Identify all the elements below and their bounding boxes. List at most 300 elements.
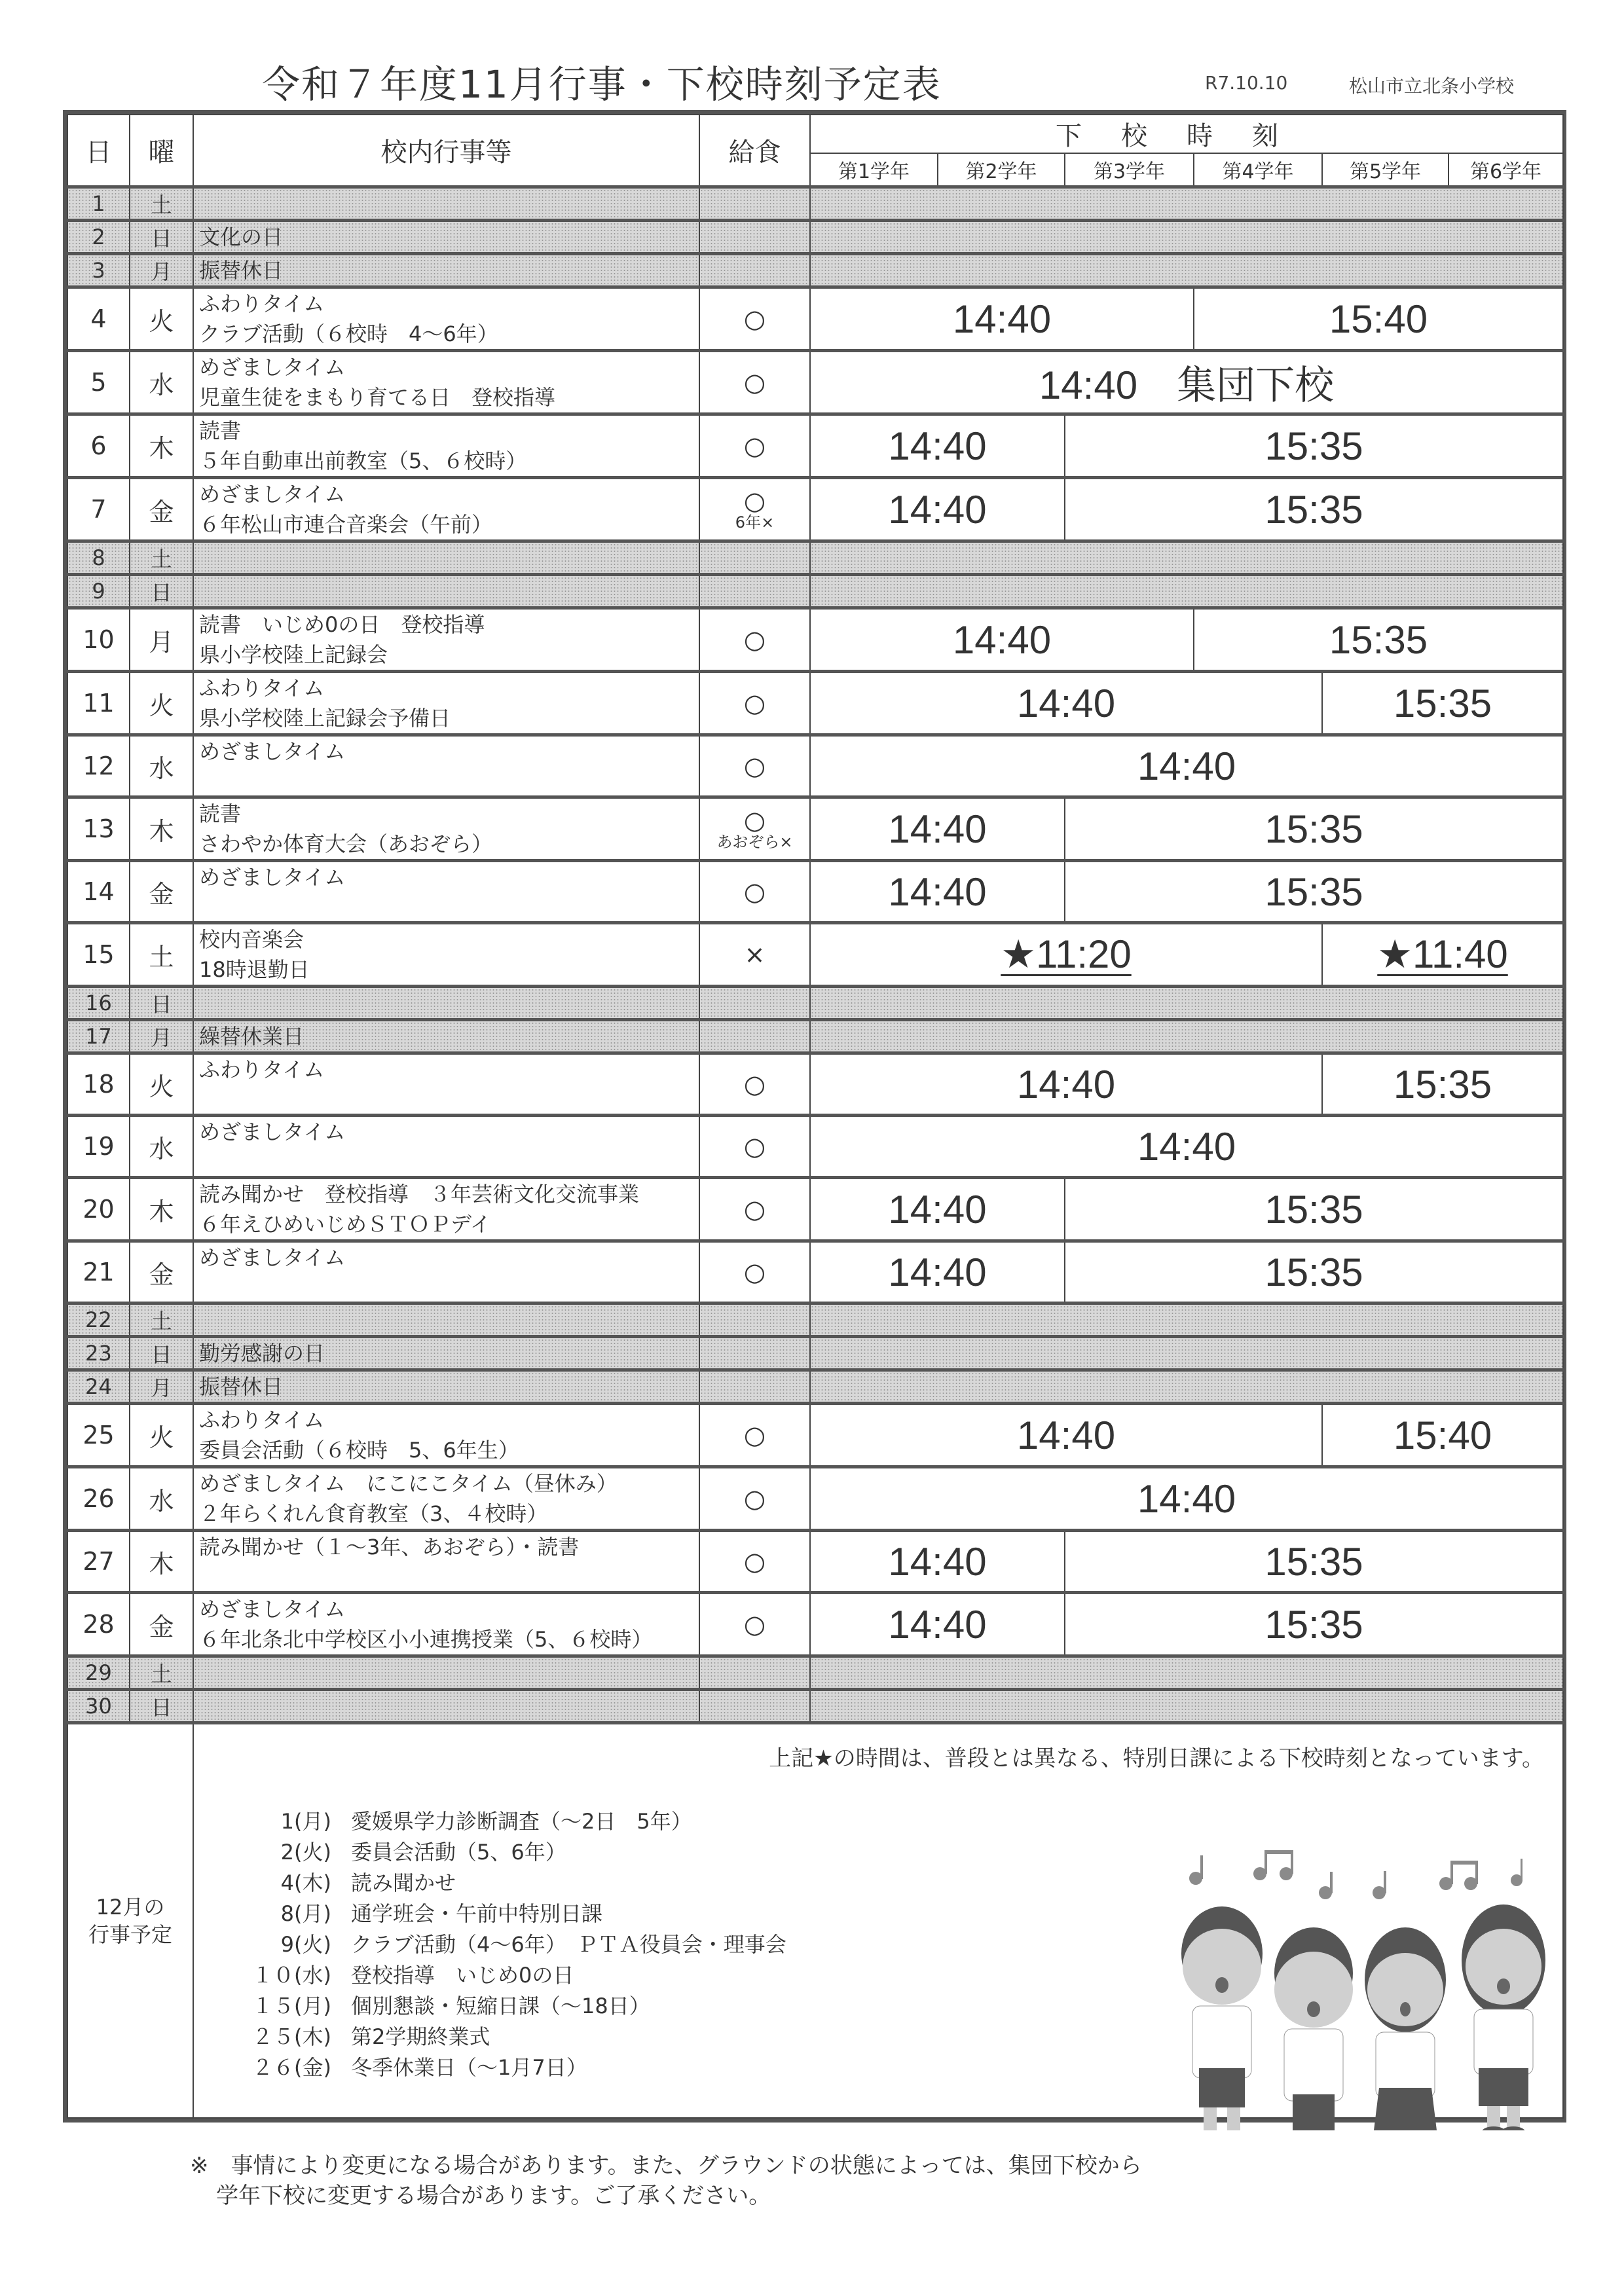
day-number: 15 — [67, 923, 130, 987]
dismissal-time — [1322, 1404, 1563, 1467]
event-cell — [193, 287, 699, 351]
december-event-text: 冬季休業日（～1月7日） — [351, 2055, 587, 2080]
event-line: めざましタイム — [199, 865, 346, 890]
december-event-text: クラブ活動（4～6年） ＰＴＡ役員会・理事会 — [351, 1932, 786, 1957]
music-note-icon — [1189, 1850, 1522, 1899]
event-cell — [193, 797, 699, 861]
dismissal-time-value: 14:40 — [1137, 1124, 1236, 1169]
lunch-mark: ○ — [743, 1547, 766, 1576]
event-cell — [193, 351, 699, 414]
day-number: 5 — [67, 351, 130, 414]
dismissal-time — [810, 478, 1065, 541]
lunch-status — [699, 1370, 810, 1404]
star-time-note: 上記★の時間は、普段とは異なる、特別日課による下校時刻となっています。 — [769, 1745, 1544, 1772]
lunch-status — [699, 608, 810, 672]
dismissal-empty — [810, 187, 1563, 221]
schedule-row — [67, 1337, 1563, 1370]
day-number: 22 — [67, 1303, 130, 1337]
weekday: 日 — [130, 1690, 193, 1723]
lunch-mark: ○ — [743, 689, 766, 718]
dismissal-time — [810, 1404, 1322, 1467]
header-weekday: 曜 — [130, 115, 193, 187]
event-line: めざましタイム — [199, 1120, 346, 1144]
event-line: めざましタイム — [199, 355, 346, 380]
december-event-text: 通学班会・午前中特別日課 — [351, 1901, 603, 1926]
event-line: ６年松山市連合音楽会（午前） — [199, 512, 493, 537]
schedule-row — [67, 861, 1563, 923]
dismissal-empty — [810, 541, 1563, 575]
event-line: ふわりタイム — [199, 1057, 325, 1082]
dismissal-empty — [810, 1690, 1563, 1723]
december-event-date: 4(木) — [280, 1870, 331, 1895]
dismissal-time-value: 14:40 — [952, 617, 1052, 662]
day-number: 21 — [67, 1241, 130, 1303]
december-event-text: 個別懇談・短縮日課（～18日） — [351, 1994, 650, 2018]
december-event-text: 第2学期終業式 — [351, 2024, 490, 2049]
dismissal-time-value: 14:40 — [888, 1539, 987, 1584]
dismissal-time-value: 15:35 — [1393, 1062, 1492, 1106]
page-title: 令和７年度11月行事・下校時刻予定表 — [262, 62, 942, 107]
event-cell — [193, 1241, 699, 1303]
event-line: 校内音楽会 — [199, 927, 304, 952]
event-line: めざましタイム — [199, 1597, 346, 1622]
event-line: 県小学校陸上記録会予備日 — [199, 706, 451, 731]
december-event-date: ２５(木) — [252, 2024, 331, 2049]
event-cell — [193, 541, 699, 575]
event-cell — [193, 861, 699, 923]
weekday: 木 — [130, 1178, 193, 1241]
dismissal-empty — [810, 254, 1563, 287]
dismissal-time-value: 14:40 — [1137, 1476, 1236, 1521]
weekday: 火 — [130, 672, 193, 735]
december-event-item — [220, 1899, 786, 1929]
event-cell — [193, 254, 699, 287]
schedule-row — [67, 1656, 1563, 1690]
weekday: 月 — [130, 1370, 193, 1404]
event-cell — [193, 735, 699, 797]
schedule-row — [67, 987, 1563, 1020]
event-line: ふわりタイム — [199, 676, 325, 701]
lunch-status — [699, 1020, 810, 1053]
event-line: ５年自動車出前教室（5、６校時） — [199, 448, 527, 473]
event-cell — [193, 987, 699, 1020]
day-number: 12 — [67, 735, 130, 797]
day-number: 25 — [67, 1404, 130, 1467]
event-line: 18時退勤日 — [199, 957, 310, 982]
schedule-row — [67, 672, 1563, 735]
dismissal-time-value: 15:40 — [1393, 1413, 1492, 1457]
weekday: 日 — [130, 987, 193, 1020]
schedule-row — [67, 1178, 1563, 1241]
event-cell — [193, 672, 699, 735]
dismissal-time — [810, 1241, 1065, 1303]
dismissal-empty — [810, 1656, 1563, 1690]
dismissal-time-value: 15:35 — [1264, 424, 1363, 468]
december-event-text: 委員会活動（5、6年） — [351, 1840, 566, 1865]
day-number: 27 — [67, 1531, 130, 1593]
schedule-row — [67, 351, 1563, 414]
header-lunch: 給食 — [699, 115, 810, 187]
dismissal-time-value: 14:40 — [888, 1187, 987, 1231]
day-number: 23 — [67, 1337, 130, 1370]
weekday: 金 — [130, 1593, 193, 1656]
event-line: クラブ活動（６校時 4～6年） — [199, 321, 498, 346]
dismissal-time-value: 15:35 — [1264, 869, 1363, 914]
dismissal-time — [810, 1178, 1065, 1241]
weekday: 火 — [130, 287, 193, 351]
weekday: 日 — [130, 1337, 193, 1370]
event-cell — [193, 478, 699, 541]
weekday: 月 — [130, 608, 193, 672]
event-cell — [193, 575, 699, 608]
event-cell — [193, 1656, 699, 1690]
event-cell — [193, 1116, 699, 1178]
lunch-mark: ○ — [743, 1484, 766, 1513]
lunch-status — [699, 1593, 810, 1656]
event-cell — [193, 923, 699, 987]
weekday: 火 — [130, 1053, 193, 1116]
header-grade-3: 第3学年 — [1065, 153, 1194, 187]
weekday: 月 — [130, 1020, 193, 1053]
lunch-status — [699, 923, 810, 987]
lunch-mark: ○ — [743, 1195, 766, 1224]
header-grade-2: 第2学年 — [938, 153, 1065, 187]
day-number: 24 — [67, 1370, 130, 1404]
header-events: 校内行事等 — [193, 115, 699, 187]
event-line: 読み聞かせ（１～3年、あおぞら）・読書 — [199, 1535, 580, 1559]
schedule-row — [67, 1116, 1563, 1178]
dismissal-time-value: 15:35 — [1264, 1187, 1363, 1231]
event-line: さわやか体育大会（あおぞら） — [199, 831, 493, 856]
weekday: 土 — [130, 1303, 193, 1337]
schedule-row — [67, 287, 1563, 351]
singing-children-illustration — [1130, 1816, 1576, 2130]
dismissal-time — [810, 923, 1322, 987]
december-event-date: 2(火) — [280, 1840, 331, 1865]
lunch-status — [699, 254, 810, 287]
day-number: 6 — [67, 414, 130, 478]
event-line: 児童生徒をまもり育てる日 登校指導 — [199, 385, 556, 410]
dismissal-empty — [810, 575, 1563, 608]
day-number: 2 — [67, 221, 130, 254]
dismissal-empty — [810, 987, 1563, 1020]
december-schedule — [193, 1723, 1563, 2119]
dismissal-time — [1065, 414, 1563, 478]
lunch-status — [699, 1178, 810, 1241]
lunch-status — [699, 1690, 810, 1723]
dismissal-empty — [810, 221, 1563, 254]
day-number: 11 — [67, 672, 130, 735]
schedule-row — [67, 478, 1563, 541]
dismissal-time — [810, 287, 1194, 351]
dismissal-empty — [810, 1370, 1563, 1404]
schedule-grid — [67, 114, 1564, 2119]
dismissal-time — [1194, 608, 1563, 672]
dismissal-time-value: 14:40 — [952, 297, 1052, 341]
event-line: 読書 — [199, 418, 242, 443]
weekday: 水 — [130, 351, 193, 414]
lunch-status — [699, 1467, 810, 1531]
weekday: 金 — [130, 478, 193, 541]
weekday: 金 — [130, 861, 193, 923]
dismissal-time-value: 15:35 — [1329, 617, 1428, 662]
dismissal-time-value: 15:35 — [1264, 1250, 1363, 1294]
dismissal-time — [810, 1116, 1563, 1178]
lunch-status — [699, 1404, 810, 1467]
weekday: 木 — [130, 1531, 193, 1593]
lunch-status — [699, 1303, 810, 1337]
weekday: 土 — [130, 541, 193, 575]
lunch-status — [699, 287, 810, 351]
dismissal-time — [810, 1467, 1563, 1531]
schedule-rows — [67, 187, 1563, 1723]
event-cell — [193, 1178, 699, 1241]
day-number: 17 — [67, 1020, 130, 1053]
weekday: 木 — [130, 414, 193, 478]
schedule-row — [67, 1593, 1563, 1656]
weekday: 水 — [130, 1467, 193, 1531]
event-line: 県小学校陸上記録会 — [199, 642, 388, 667]
header-dismissal: 下校時刻 — [810, 115, 1563, 153]
december-event-item — [220, 1960, 786, 1991]
event-cell — [193, 608, 699, 672]
lunch-status — [699, 414, 810, 478]
lunch-status — [699, 861, 810, 923]
december-event-list — [220, 1806, 786, 2083]
header-grade-5: 第5学年 — [1322, 153, 1449, 187]
day-number: 3 — [67, 254, 130, 287]
dismissal-time-value: 14:40 — [1016, 1062, 1116, 1106]
dismissal-time-value: 15:35 — [1393, 681, 1492, 725]
day-number: 26 — [67, 1467, 130, 1531]
event-cell — [193, 1467, 699, 1531]
dismissal-time — [1065, 861, 1563, 923]
day-number: 10 — [67, 608, 130, 672]
lunch-status — [699, 672, 810, 735]
dismissal-time — [810, 608, 1194, 672]
dismissal-time — [1322, 672, 1563, 735]
special-dismissal-time: ★11:40 — [1377, 932, 1508, 976]
dismissal-time-value: 14:40 — [1016, 681, 1116, 725]
schedule-row — [67, 414, 1563, 478]
event-line: めざましタイム — [199, 482, 346, 507]
issue-date: R7.10.10 — [1205, 72, 1288, 94]
lunch-status — [699, 575, 810, 608]
schedule-row — [67, 1303, 1563, 1337]
event-line: 繰替休業日 — [199, 1024, 304, 1049]
event-line: 勤労感謝の日 — [199, 1341, 325, 1366]
dismissal-time-value: 15:35 — [1264, 807, 1363, 851]
dismissal-time — [810, 861, 1065, 923]
dismissal-time-value: 14:40 — [888, 1602, 987, 1647]
lunch-status — [699, 1241, 810, 1303]
lunch-status — [699, 1531, 810, 1593]
schedule-row — [67, 1053, 1563, 1116]
lunch-status — [699, 541, 810, 575]
header-day: 日 — [67, 115, 130, 187]
weekday: 土 — [130, 187, 193, 221]
december-event-item — [220, 2052, 786, 2083]
dismissal-time-value: 14:40 — [1016, 1413, 1116, 1457]
lunch-note: あおぞら× — [716, 833, 793, 851]
december-event-date: １５(月) — [252, 1994, 331, 2018]
lunch-mark: × — [744, 940, 766, 969]
dismissal-time-value: 15:40 — [1329, 297, 1428, 341]
december-event-item — [220, 1806, 786, 1837]
dismissal-time — [810, 1593, 1065, 1656]
weekday: 土 — [130, 1656, 193, 1690]
day-number: 14 — [67, 861, 130, 923]
lunch-status — [699, 1116, 810, 1178]
event-line: 読み聞かせ 登校指導 ３年芸術文化交流事業 — [199, 1182, 640, 1207]
event-line: めざましタイム — [199, 739, 346, 764]
december-event-date: 1(月) — [280, 1809, 331, 1834]
day-number: 30 — [67, 1690, 130, 1723]
lunch-mark: ○ — [743, 1421, 766, 1449]
weekday: 水 — [130, 735, 193, 797]
december-event-date: ２６(金) — [252, 2055, 331, 2080]
december-label-line2: 行事予定 — [88, 1922, 172, 1947]
header-grade-1: 第1学年 — [810, 153, 938, 187]
schedule-row — [67, 608, 1563, 672]
event-line: ２年らくれん食育教室（3、４校時） — [199, 1501, 548, 1526]
event-cell — [193, 1020, 699, 1053]
notice-line-1: ※ 事情により変更になる場合があります。また、グラウンドの状態によっては、集団下校から — [190, 2153, 1142, 2179]
weekday: 木 — [130, 797, 193, 861]
event-cell — [193, 187, 699, 221]
dismissal-time-value: 14:40 — [888, 487, 987, 532]
lunch-status — [699, 1053, 810, 1116]
lunch-status — [699, 1337, 810, 1370]
day-number: 4 — [67, 287, 130, 351]
day-number: 29 — [67, 1656, 130, 1690]
december-event-date: １０(水) — [252, 1963, 331, 1988]
dismissal-time — [1065, 1593, 1563, 1656]
schedule-row — [67, 797, 1563, 861]
lunch-mark: ○ — [743, 877, 766, 906]
schedule-row — [67, 1404, 1563, 1467]
dismissal-time-value: 15:35 — [1264, 487, 1363, 532]
weekday: 月 — [130, 254, 193, 287]
day-number: 20 — [67, 1178, 130, 1241]
dismissal-time — [1065, 1241, 1563, 1303]
header-grade-6: 第6学年 — [1449, 153, 1563, 187]
notice-line-2: 学年下校に変更する場合があります。ご了承ください。 — [216, 2183, 771, 2209]
dismissal-time — [810, 735, 1563, 797]
day-number: 9 — [67, 575, 130, 608]
schedule-row — [67, 1370, 1563, 1404]
event-cell — [193, 1053, 699, 1116]
schedule-row — [67, 1467, 1563, 1531]
day-number: 1 — [67, 187, 130, 221]
lunch-status — [699, 351, 810, 414]
lunch-mark: ○ — [743, 304, 766, 333]
dismissal-time-value: 14:40 — [888, 424, 987, 468]
lunch-mark: ○ — [743, 486, 766, 515]
event-line: めざましタイム — [199, 1245, 346, 1270]
dismissal-empty — [810, 1020, 1563, 1053]
lunch-status — [699, 735, 810, 797]
december-event-text: 愛媛県学力診断調査（～2日 5年） — [351, 1809, 692, 1834]
schedule-row — [67, 1531, 1563, 1593]
december-event-item — [220, 1837, 786, 1868]
schedule-row — [67, 1690, 1563, 1723]
lunch-status — [699, 221, 810, 254]
lunch-status — [699, 478, 810, 541]
day-number: 7 — [67, 478, 130, 541]
december-event-item — [220, 1929, 786, 1960]
weekday: 日 — [130, 575, 193, 608]
dismissal-time — [810, 351, 1563, 414]
change-notice — [190, 2151, 1142, 2211]
lunch-mark: ○ — [743, 1258, 766, 1286]
schedule-row — [67, 735, 1563, 797]
dismissal-time — [810, 797, 1065, 861]
lunch-status — [699, 987, 810, 1020]
dismissal-time-value: 14:40 — [888, 1250, 987, 1294]
event-line: ６年北条北中学校区小小連携授業（5、６校時） — [199, 1627, 653, 1652]
dismissal-time-value: 14:40 — [888, 869, 987, 914]
dismissal-time-value: 14:40 — [888, 807, 987, 851]
dismissal-time — [1194, 287, 1563, 351]
event-cell — [193, 1404, 699, 1467]
child-figures — [1181, 1904, 1545, 2130]
header-grade-4: 第4学年 — [1194, 153, 1322, 187]
day-number: 18 — [67, 1053, 130, 1116]
event-line: ６年えひめいじめＳＴＯＰデイ — [199, 1212, 491, 1237]
schedule-row — [67, 923, 1563, 987]
lunch-status — [699, 187, 810, 221]
dismissal-time-value: 15:35 — [1264, 1539, 1363, 1584]
dismissal-time — [1322, 923, 1563, 987]
event-line: 振替休日 — [199, 258, 284, 283]
event-cell — [193, 1337, 699, 1370]
december-event-item — [220, 1868, 786, 1899]
event-line: 文化の日 — [199, 225, 284, 249]
weekday: 火 — [130, 1404, 193, 1467]
event-line: 振替休日 — [199, 1374, 284, 1399]
lunch-mark: ○ — [743, 431, 766, 460]
dismissal-time — [1065, 797, 1563, 861]
schedule-row — [67, 221, 1563, 254]
schedule-row — [67, 187, 1563, 221]
december-event-text: 登校指導 いじめ0の日 — [351, 1963, 574, 1988]
event-line: 読書 — [199, 801, 242, 826]
event-line: ふわりタイム — [199, 1408, 325, 1432]
day-number: 16 — [67, 987, 130, 1020]
special-dismissal-time: ★11:20 — [1001, 932, 1132, 976]
dismissal-time — [1065, 1531, 1563, 1593]
lunch-status — [699, 797, 810, 861]
december-event-date: 9(火) — [280, 1932, 331, 1957]
event-cell — [193, 1303, 699, 1337]
school-name: 松山市立北条小学校 — [1349, 75, 1515, 97]
schedule-row — [67, 254, 1563, 287]
schedule-table — [63, 110, 1566, 2123]
lunch-mark: ○ — [743, 368, 766, 397]
dismissal-time — [810, 672, 1322, 735]
schedule-row — [67, 575, 1563, 608]
event-cell — [193, 1531, 699, 1593]
lunch-note: 6年× — [735, 513, 775, 532]
event-cell — [193, 414, 699, 478]
dismissal-time — [810, 1053, 1322, 1116]
event-line: 委員会活動（６校時 5、6年生） — [199, 1438, 519, 1463]
lunch-mark: ○ — [743, 806, 766, 835]
december-event-text: 読み聞かせ — [351, 1870, 456, 1895]
event-cell — [193, 1370, 699, 1404]
day-number: 19 — [67, 1116, 130, 1178]
